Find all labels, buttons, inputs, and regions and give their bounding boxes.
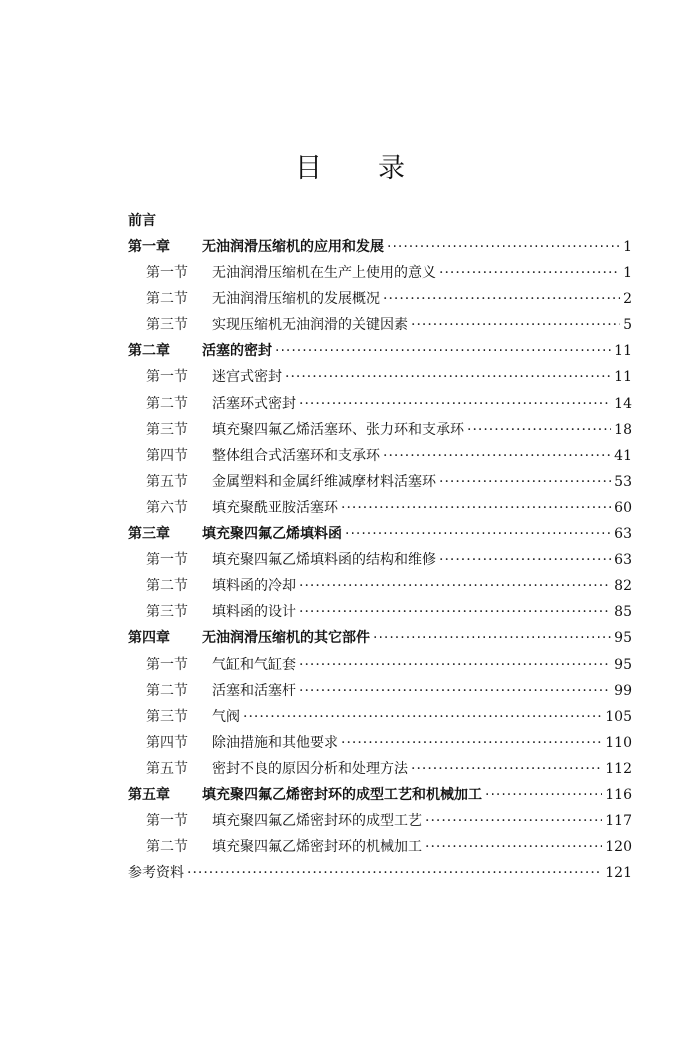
toc-entries <box>128 234 632 886</box>
chapter-number: 第五章 <box>128 786 170 803</box>
dot-leader <box>299 678 611 704</box>
page-number: 82 <box>614 578 632 595</box>
toc-chapter-entry[interactable] <box>128 521 632 547</box>
toc-section-entry[interactable] <box>128 260 632 286</box>
section-number: 第三节 <box>146 604 188 621</box>
dot-leader <box>485 782 602 808</box>
dot-leader <box>425 808 602 834</box>
section-number: 第二节 <box>146 682 188 699</box>
dot-leader <box>341 495 611 521</box>
page-number: 11 <box>614 369 632 386</box>
section-number: 第三节 <box>146 317 188 334</box>
section-number: 第一节 <box>146 656 188 673</box>
entry-title: 填充聚酰亚胺活塞环 <box>212 499 338 516</box>
page-number: 110 <box>605 734 632 751</box>
page-number: 95 <box>614 656 632 673</box>
section-number: 第三节 <box>146 708 188 725</box>
entry-title: 无油润滑压缩机的应用和发展 <box>202 239 384 255</box>
dot-leader <box>383 286 620 312</box>
section-number: 第二节 <box>146 578 188 595</box>
dot-leader <box>299 391 611 417</box>
dot-leader <box>411 312 620 338</box>
page-number: 63 <box>614 526 632 543</box>
section-number: 第六节 <box>146 499 188 516</box>
toc-section-entry[interactable] <box>128 286 632 312</box>
section-number: 第二节 <box>146 291 188 308</box>
entry-title: 整体组合式活塞环和支承环 <box>212 447 380 464</box>
page-number: 120 <box>605 839 632 856</box>
toc-section-entry[interactable] <box>128 599 632 625</box>
entry-title: 密封不良的原因分析和处理方法 <box>212 760 408 777</box>
toc-section-entry[interactable] <box>128 808 632 834</box>
page-number: 95 <box>614 630 632 647</box>
page-number: 41 <box>614 447 632 464</box>
toc-section-entry[interactable] <box>128 495 632 521</box>
dot-leader <box>411 756 602 782</box>
dot-leader <box>299 573 611 599</box>
dot-leader <box>425 834 602 860</box>
page-number: 63 <box>614 552 632 569</box>
toc-entry[interactable] <box>128 860 632 886</box>
entry-title: 填充聚四氟乙烯密封环的成型工艺和机械加工 <box>202 786 482 803</box>
section-number: 第四节 <box>146 734 188 751</box>
toc-section-entry[interactable] <box>128 834 632 860</box>
dot-leader <box>439 469 611 495</box>
dot-leader <box>383 443 611 469</box>
section-number: 第四节 <box>146 447 188 464</box>
section-number: 第五节 <box>146 760 188 777</box>
toc-section-entry[interactable] <box>128 652 632 678</box>
entry-title: 气缸和气缸套 <box>212 656 296 673</box>
section-number: 第三节 <box>146 421 188 438</box>
toc-section-entry[interactable] <box>128 678 632 704</box>
chapter-number: 第四章 <box>128 630 170 647</box>
dot-leader <box>345 521 611 547</box>
dot-leader <box>439 260 620 286</box>
chapter-number: 第三章 <box>128 526 170 543</box>
dot-leader <box>341 730 602 756</box>
title-right-char: 录 <box>378 153 405 184</box>
page-title <box>0 146 700 185</box>
title-left-char: 目 <box>295 153 322 184</box>
section-number: 第一节 <box>146 265 188 282</box>
toc-section-entry[interactable] <box>128 730 632 756</box>
entry-title: 活塞环式密封 <box>212 395 296 412</box>
toc-section-entry[interactable] <box>128 443 632 469</box>
dot-leader <box>299 652 611 678</box>
toc-section-entry[interactable] <box>128 704 632 730</box>
page-number: 85 <box>614 604 632 621</box>
dot-leader <box>285 364 611 390</box>
entry-title: 金属塑料和金属纤维减摩材料活塞环 <box>212 473 436 490</box>
entry-title: 迷宫式密封 <box>212 369 282 386</box>
section-number: 第二节 <box>146 839 188 856</box>
section-number: 第一节 <box>146 813 188 830</box>
dot-leader <box>439 547 611 573</box>
dot-leader <box>243 704 602 730</box>
entry-title: 实现压缩机无油润滑的关键因素 <box>212 317 408 334</box>
page-number: 53 <box>614 473 632 490</box>
entry-title: 参考资料 <box>128 865 184 882</box>
page-number: 117 <box>605 813 632 830</box>
entry-title: 填料函的设计 <box>212 604 296 621</box>
entry-title: 无油润滑压缩机的发展概况 <box>212 291 380 308</box>
toc-chapter-entry[interactable] <box>128 338 632 364</box>
dot-leader <box>467 417 611 443</box>
toc-section-entry[interactable] <box>128 417 632 443</box>
dot-leader <box>275 338 611 364</box>
entry-title: 除油措施和其他要求 <box>212 734 338 751</box>
page-number: 14 <box>614 395 632 412</box>
dot-leader <box>373 625 611 651</box>
entry-title: 填充聚四氟乙烯填料函 <box>202 526 342 543</box>
section-number: 第二节 <box>146 395 188 412</box>
dot-leader <box>187 860 602 886</box>
entry-title: 气阀 <box>212 708 240 725</box>
toc-section-entry[interactable] <box>128 573 632 599</box>
page-number: 116 <box>605 786 632 803</box>
section-number: 第五节 <box>146 473 188 490</box>
table-of-contents <box>128 208 632 886</box>
toc-preface[interactable]: 前言 <box>128 213 156 229</box>
page-number: 112 <box>605 760 632 777</box>
page-number: 1 <box>623 265 632 282</box>
toc-section-entry[interactable] <box>128 312 632 338</box>
entry-title: 活塞和活塞杆 <box>212 682 296 699</box>
toc-chapter-entry[interactable] <box>128 625 632 651</box>
dot-leader <box>387 234 620 260</box>
entry-title: 填料函的冷却 <box>212 578 296 595</box>
entry-title: 无油润滑压缩机的其它部件 <box>202 630 370 647</box>
page-number: 5 <box>623 317 632 334</box>
entry-title: 活塞的密封 <box>202 343 272 360</box>
page-number: 2 <box>623 291 632 308</box>
entry-title: 无油润滑压缩机在生产上使用的意义 <box>212 265 436 282</box>
page-number: 11 <box>614 343 632 360</box>
toc-section-entry[interactable] <box>128 469 632 495</box>
toc-section-entry[interactable] <box>128 391 632 417</box>
page-number: 99 <box>614 682 632 699</box>
toc-section-entry[interactable] <box>128 547 632 573</box>
toc-section-entry[interactable] <box>128 364 632 390</box>
entry-title: 填充聚四氟乙烯密封环的成型工艺 <box>212 813 422 830</box>
page-number: 18 <box>614 421 632 438</box>
page-number: 105 <box>605 708 632 725</box>
entry-title: 填充聚四氟乙烯填料函的结构和维修 <box>212 552 436 569</box>
page-number: 1 <box>623 239 632 255</box>
chapter-number: 第一章 <box>128 239 170 255</box>
toc-chapter-entry[interactable] <box>128 782 632 808</box>
dot-leader <box>299 599 611 625</box>
section-number: 第一节 <box>146 369 188 386</box>
page-number: 121 <box>605 865 632 882</box>
entry-title: 填充聚四氟乙烯活塞环、张力环和支承环 <box>212 421 464 438</box>
toc-section-entry[interactable] <box>128 756 632 782</box>
toc-chapter-entry[interactable] <box>128 234 632 260</box>
section-number: 第一节 <box>146 552 188 569</box>
page-number: 60 <box>614 499 632 516</box>
entry-title: 填充聚四氟乙烯密封环的机械加工 <box>212 839 422 856</box>
chapter-number: 第二章 <box>128 343 170 360</box>
